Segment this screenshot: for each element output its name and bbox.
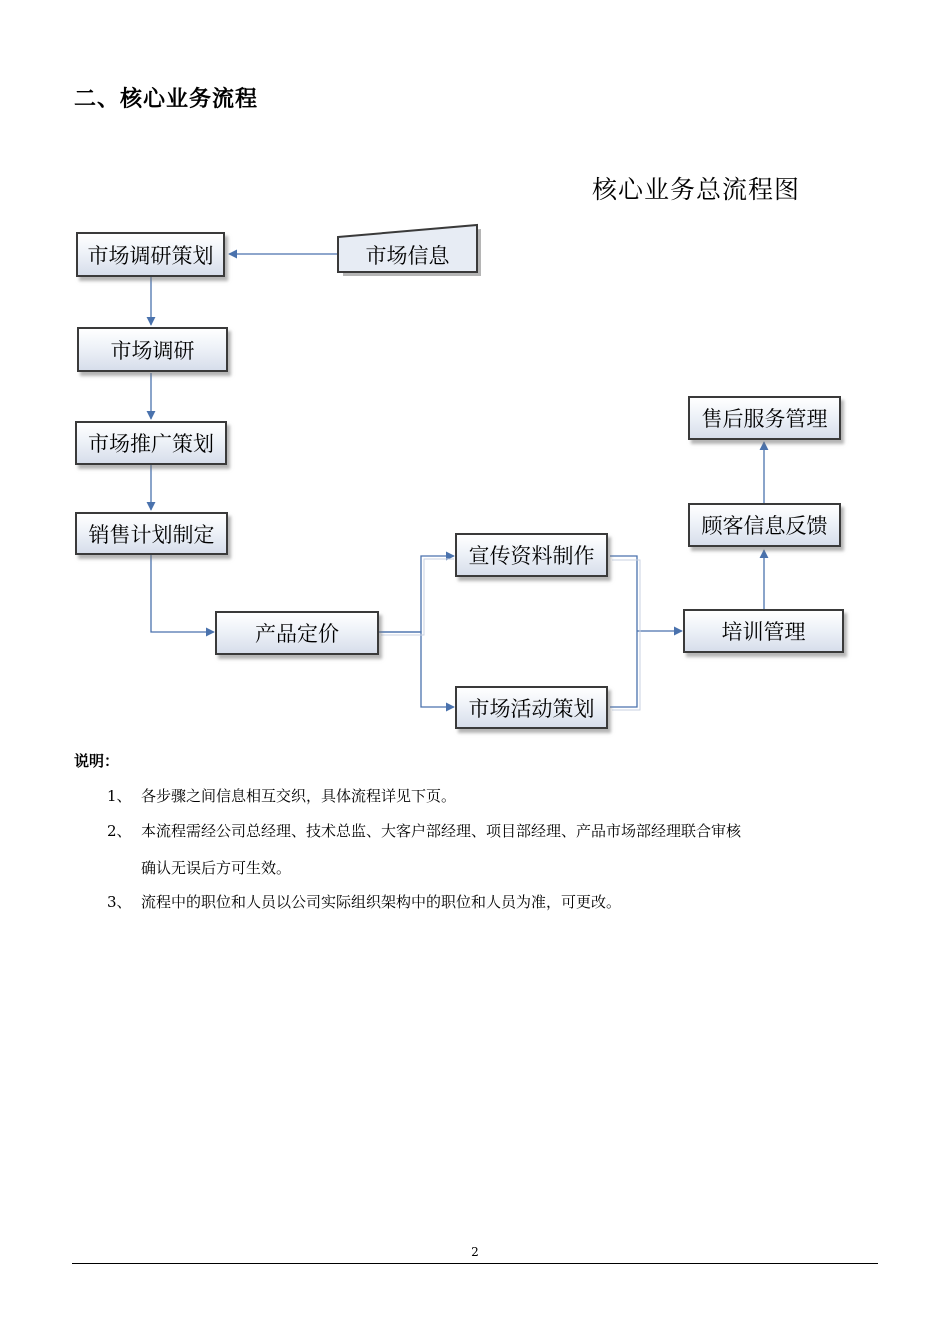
note-number: 3、 — [107, 893, 132, 911]
node-market-activity: 市场活动策划 — [455, 686, 608, 729]
note-text: 流程中的职位和人员以公司实际组织架构中的职位和人员为准，可更改。 — [141, 893, 622, 911]
line-material-to-merge — [610, 556, 637, 707]
note-item-2 — [107, 820, 741, 841]
diagram-title: 核心业务总流程图 — [592, 175, 801, 204]
arrow-pricing-to-material — [379, 556, 454, 632]
node-market-info-label: 市场信息 — [365, 243, 450, 268]
note-item-1 — [107, 785, 456, 806]
section-heading: 二、核心业务流程 — [74, 87, 259, 112]
node-promo-material: 宣传资料制作 — [455, 533, 608, 577]
note-text: 本流程需经公司总经理、技术总监、大客户部经理、项目部经理、产品市场部经理联合审核 — [141, 822, 742, 840]
node-research-plan: 市场调研策划 — [76, 232, 225, 277]
note-number: 2、 — [107, 822, 132, 840]
note-number: 1、 — [107, 787, 132, 805]
node-pricing: 产品定价 — [215, 611, 379, 655]
node-research: 市场调研 — [77, 327, 228, 372]
arrow-sales-plan-to-pricing — [151, 554, 214, 632]
arrow-pricing-to-activity — [379, 632, 454, 707]
footer-divider — [72, 1263, 878, 1264]
node-sales-plan: 销售计划制定 — [75, 512, 228, 555]
node-after-sales: 售后服务管理 — [688, 396, 841, 440]
note-item-3 — [107, 891, 621, 912]
node-promo-plan: 市场推广策划 — [75, 421, 227, 465]
note-item-2-continuation: 确认无误后方可生效。 — [141, 859, 292, 877]
notes-title: 说明： — [74, 752, 120, 770]
note-text: 各步骤之间信息相互交织，具体流程详见下页。 — [141, 787, 457, 805]
node-feedback: 顾客信息反馈 — [688, 503, 841, 547]
page-number: 2 — [471, 1245, 479, 1259]
node-training: 培训管理 — [683, 609, 844, 653]
